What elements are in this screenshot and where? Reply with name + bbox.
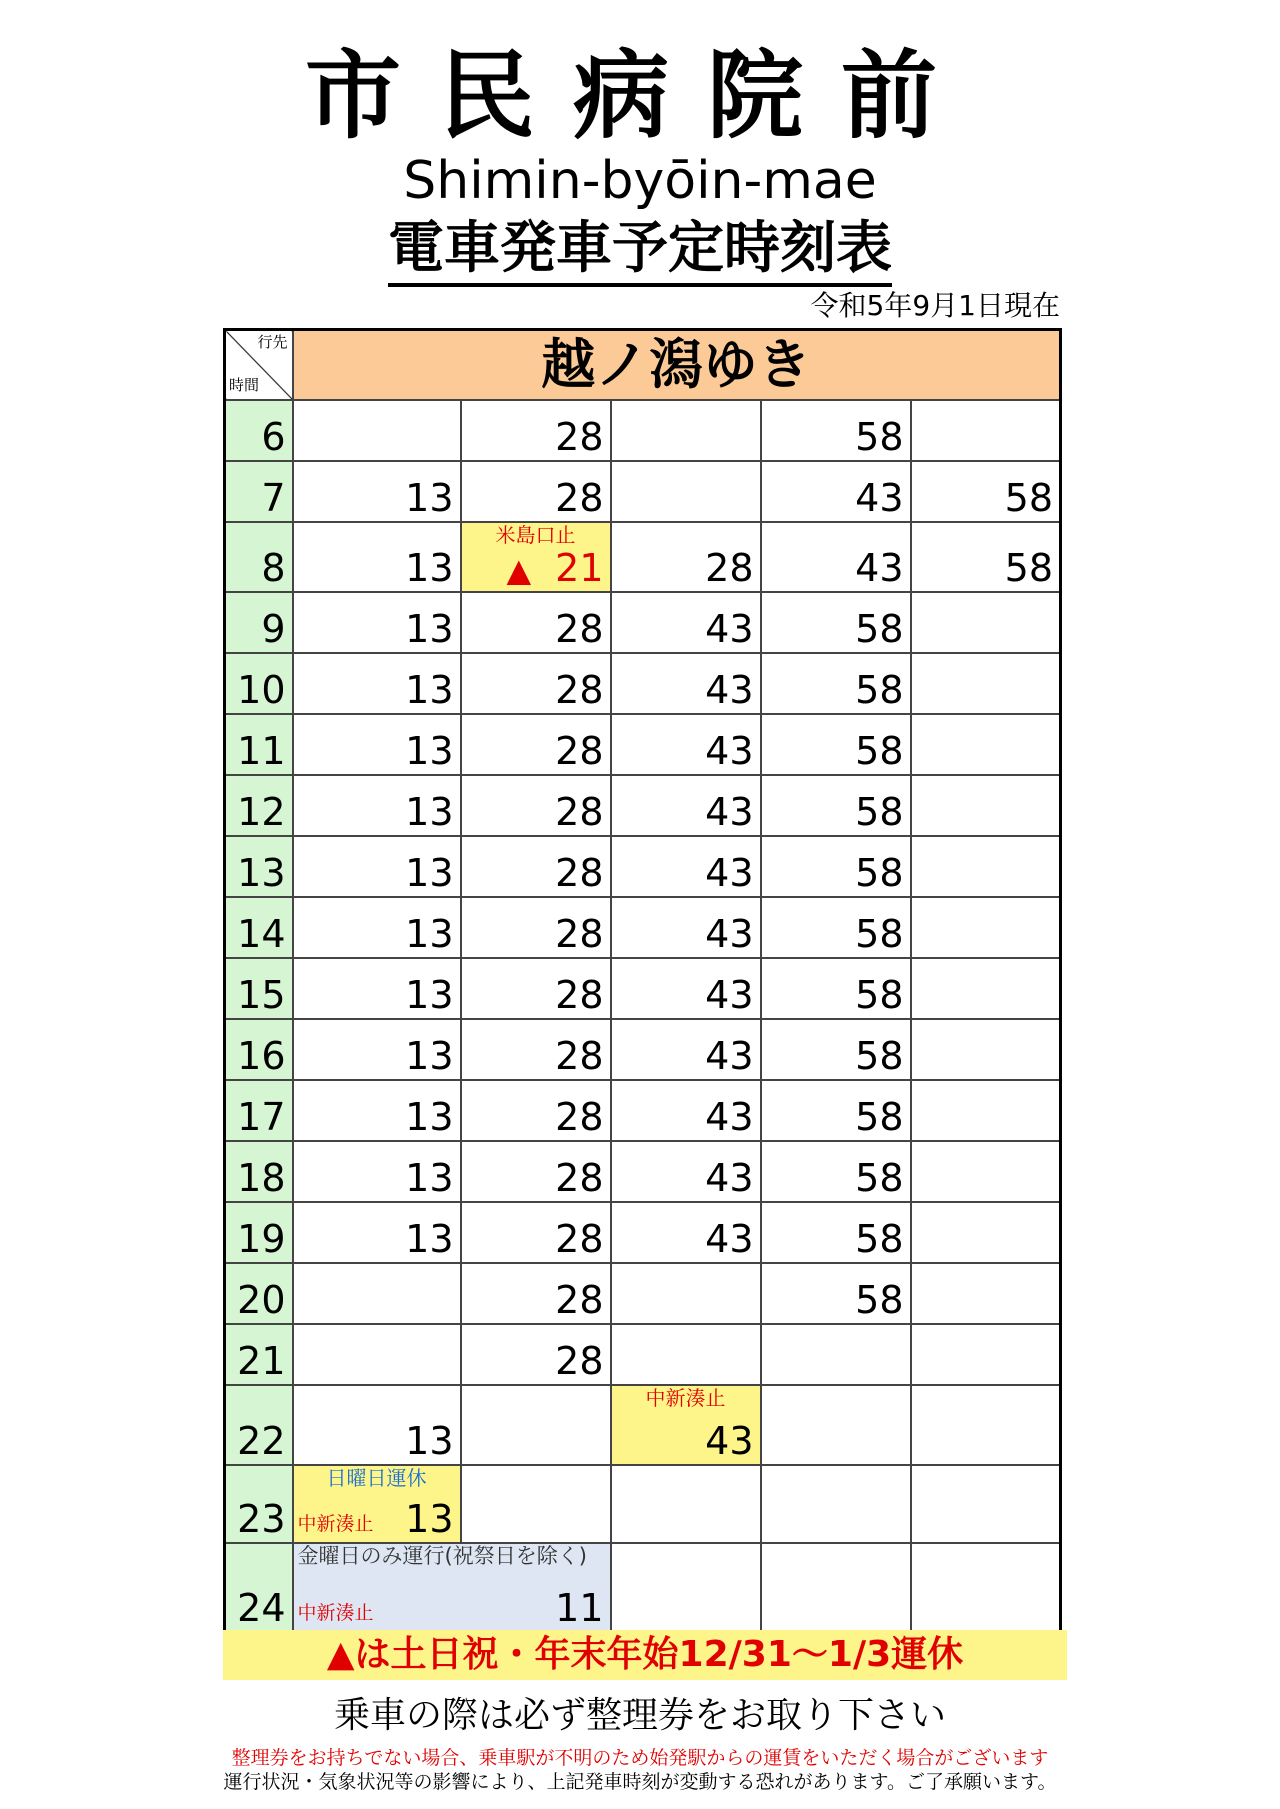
minute-cell [293, 1263, 461, 1324]
hour-cell: 15 [225, 958, 293, 1019]
minute-cell [461, 897, 611, 958]
departure-minute: 43 [705, 1155, 754, 1200]
departure-minute: 28 [555, 667, 604, 712]
departure-minute: 28 [555, 1033, 604, 1078]
minute-cell [293, 400, 461, 461]
hour-row [225, 1465, 1061, 1543]
minute-cell [911, 400, 1061, 461]
departure-minute: 43 [855, 545, 904, 590]
minute-cell [761, 1202, 911, 1263]
minute-cell [761, 461, 911, 522]
minute-cell [461, 1019, 611, 1080]
minute-cell [761, 400, 911, 461]
minute-cell [611, 1263, 761, 1324]
minute-cell [611, 400, 761, 461]
departure-minute: 28 [555, 1338, 604, 1383]
departure-minute: 58 [855, 1155, 904, 1200]
departure-minute: 58 [855, 850, 904, 895]
hour-cell: 11 [225, 714, 293, 775]
departure-minute: 21 [555, 545, 604, 590]
departure-minute: 58 [855, 1094, 904, 1139]
minute-cell [761, 1465, 911, 1543]
departure-minute: 13 [405, 728, 454, 773]
minute-cell [293, 592, 461, 653]
departure-minute: 43 [705, 850, 754, 895]
sunday-suspension-note: 日曜日運休 [326, 1465, 427, 1490]
short-turn-note: 中新湊止 [645, 1385, 726, 1410]
minute-cell [911, 958, 1061, 1019]
departure-minute: 43 [705, 911, 754, 956]
hour-row [225, 897, 1061, 958]
minute-cell [611, 1385, 761, 1465]
minute-cell [911, 653, 1061, 714]
minute-cell [293, 1465, 461, 1543]
hour-row [225, 1385, 1061, 1465]
minute-cell [761, 775, 911, 836]
minute-cell [461, 714, 611, 775]
fare-warning: 整理券をお持ちでない場合、乗車駅が不明のため始発駅からの運賃をいただく場合がございます [231, 1747, 1049, 1769]
departure-minute: 58 [855, 667, 904, 712]
minute-cell [761, 522, 911, 592]
departure-minute: 58 [855, 1216, 904, 1261]
minute-cell [611, 1141, 761, 1202]
departure-minute: 13 [405, 1418, 454, 1463]
departure-minute: 43 [705, 1418, 754, 1463]
timetable-title-text: 電車発車予定時刻表 [388, 216, 892, 287]
hour-row [225, 461, 1061, 522]
departure-minute: 43 [705, 606, 754, 651]
hour-cell: 8 [225, 522, 293, 592]
minute-cell [461, 1202, 611, 1263]
hour-row [225, 1202, 1061, 1263]
short-turn-note: 中新湊止 [297, 1512, 374, 1535]
departure-minute: 43 [705, 1216, 754, 1261]
minute-cell [611, 653, 761, 714]
hour-cell: 9 [225, 592, 293, 653]
effective-date: 令和5年9月1日現在 [810, 289, 1060, 322]
short-turn-note: 米島口止 [495, 522, 576, 547]
minute-cell [293, 1141, 461, 1202]
departure-minute: 58 [855, 728, 904, 773]
departure-minute: 28 [555, 1094, 604, 1139]
hour-row [225, 1263, 1061, 1324]
departure-minute: 28 [555, 911, 604, 956]
minute-cell [293, 958, 461, 1019]
delay-warning: 運行状況・気象状況等の影響により、上記発車時刻が変動する恐れがあります。ご了承願います。 [223, 1771, 1057, 1793]
departure-minute: 13 [405, 1155, 454, 1200]
hour-row [225, 1080, 1061, 1141]
minute-cell [293, 1324, 461, 1385]
hour-row [225, 653, 1061, 714]
minute-cell [611, 1465, 761, 1543]
minute-cell [461, 1141, 611, 1202]
minute-cell [761, 592, 911, 653]
minute-cell [293, 1019, 461, 1080]
minute-cell [911, 775, 1061, 836]
minute-cell [761, 714, 911, 775]
minute-cell [611, 592, 761, 653]
destination-header: 越ノ潟ゆき [293, 330, 1061, 400]
hour-cell: 16 [225, 1019, 293, 1080]
departure-minute: 58 [855, 1277, 904, 1322]
minute-cell [461, 1465, 611, 1543]
minute-cell [461, 461, 611, 522]
minute-cell [911, 1324, 1061, 1385]
minute-cell [611, 958, 761, 1019]
minute-cell [611, 775, 761, 836]
minute-cell [761, 1543, 911, 1633]
departure-minute: 58 [855, 911, 904, 956]
departure-minute: 43 [705, 972, 754, 1017]
minute-cell [761, 1385, 911, 1465]
minute-cell [293, 897, 461, 958]
minute-cell [911, 592, 1061, 653]
minute-cell [293, 461, 461, 522]
hour-row [225, 958, 1061, 1019]
hour-cell: 7 [225, 461, 293, 522]
station-name-en: Shimin-byōin-mae [403, 151, 877, 211]
minute-cell [611, 1324, 761, 1385]
minute-cell [293, 1080, 461, 1141]
minute-cell [761, 1263, 911, 1324]
timetable-title [0, 218, 1280, 280]
minute-cell [461, 836, 611, 897]
minute-cell [293, 1543, 611, 1633]
departure-minute: 28 [555, 972, 604, 1017]
minute-cell [611, 1202, 761, 1263]
corner-destination-label: 行先 [257, 333, 288, 351]
departure-minute: 28 [555, 1155, 604, 1200]
minute-cell [293, 714, 461, 775]
minute-cell [293, 1385, 461, 1465]
hour-row [225, 1141, 1061, 1202]
short-turn-note: 中新湊止 [297, 1602, 374, 1624]
hour-cell: 13 [225, 836, 293, 897]
friday-only-note: 金曜日のみ運行(祝祭日を除く) [297, 1543, 587, 1568]
departure-minute: 58 [1004, 545, 1053, 590]
hour-cell: 20 [225, 1263, 293, 1324]
minute-cell [761, 653, 911, 714]
minute-cell [761, 836, 911, 897]
corner-cell [225, 330, 293, 400]
departure-minute: 43 [705, 728, 754, 773]
minute-cell [911, 1263, 1061, 1324]
departure-minute: 28 [555, 606, 604, 651]
departure-minute: 28 [705, 545, 754, 590]
minute-cell [293, 522, 461, 592]
minute-cell [611, 836, 761, 897]
hour-row [225, 836, 1061, 897]
departure-minute: 58 [855, 789, 904, 834]
hour-cell: 10 [225, 653, 293, 714]
hour-row [225, 592, 1061, 653]
departure-minute: 43 [855, 475, 904, 520]
minute-cell [911, 1543, 1061, 1633]
minute-cell [911, 1141, 1061, 1202]
departure-minute: 43 [705, 1033, 754, 1078]
hour-row [225, 400, 1061, 461]
hour-cell: 22 [225, 1385, 293, 1465]
hour-row [225, 522, 1061, 592]
departure-minute: 13 [405, 475, 454, 520]
hour-row [225, 1543, 1061, 1633]
departure-minute: 13 [405, 545, 454, 590]
minute-cell [911, 714, 1061, 775]
departure-minute: 13 [405, 1216, 454, 1261]
minute-cell [461, 400, 611, 461]
minute-cell [911, 1019, 1061, 1080]
header-row [225, 330, 1061, 400]
minute-cell [461, 1080, 611, 1141]
ticket-notice: 乗車の際は必ず整理券をお取り下さい [333, 1695, 946, 1736]
departure-minute: 11 [555, 1586, 604, 1630]
departure-minute: 13 [405, 911, 454, 956]
departure-minute: 28 [555, 1277, 604, 1322]
departure-minute: 58 [855, 1033, 904, 1078]
minute-cell [911, 897, 1061, 958]
departure-minute: 13 [405, 606, 454, 651]
minute-cell [611, 897, 761, 958]
departure-minute: 43 [705, 1094, 754, 1139]
hour-cell: 23 [225, 1465, 293, 1543]
departure-minute: 58 [855, 606, 904, 651]
hour-row [225, 714, 1061, 775]
minute-cell [461, 1385, 611, 1465]
departure-minute: 13 [405, 1496, 454, 1541]
hour-cell: 19 [225, 1202, 293, 1263]
hour-cell: 18 [225, 1141, 293, 1202]
departure-minute: 28 [555, 475, 604, 520]
minute-cell [611, 1080, 761, 1141]
minute-cell [911, 836, 1061, 897]
minute-cell [461, 775, 611, 836]
minute-cell [611, 522, 761, 592]
hour-cell: 14 [225, 897, 293, 958]
departure-minute: 58 [1004, 475, 1053, 520]
timetable [223, 328, 1062, 1634]
minute-cell [761, 897, 911, 958]
departure-minute: 43 [705, 667, 754, 712]
minute-cell [293, 653, 461, 714]
departure-minute: 28 [555, 414, 604, 459]
minute-cell [911, 461, 1061, 522]
departure-minute: 28 [555, 789, 604, 834]
minute-cell [761, 1019, 911, 1080]
minute-cell [461, 653, 611, 714]
minute-cell [911, 522, 1061, 592]
minute-cell [461, 958, 611, 1019]
minute-cell [611, 1019, 761, 1080]
departure-minute: 13 [405, 667, 454, 712]
hour-cell: 12 [225, 775, 293, 836]
minute-cell [461, 522, 611, 592]
hour-cell: 17 [225, 1080, 293, 1141]
minute-cell [293, 1202, 461, 1263]
departure-minute: 28 [555, 728, 604, 773]
minute-cell [761, 1141, 911, 1202]
departure-minute: 28 [555, 850, 604, 895]
minute-cell [911, 1385, 1061, 1465]
minute-cell [761, 1080, 911, 1141]
departure-minute: 13 [405, 1033, 454, 1078]
minute-cell [911, 1080, 1061, 1141]
departure-minute: 13 [405, 1094, 454, 1139]
hour-row [225, 1324, 1061, 1385]
minute-cell [761, 1324, 911, 1385]
minute-cell [293, 775, 461, 836]
hour-cell: 24 [225, 1543, 293, 1633]
minute-cell [911, 1465, 1061, 1543]
minute-cell [461, 1263, 611, 1324]
departure-minute: 13 [405, 972, 454, 1017]
hour-cell: 21 [225, 1324, 293, 1385]
hour-row [225, 1019, 1061, 1080]
departure-minute: 28 [555, 1216, 604, 1261]
minute-cell [611, 714, 761, 775]
departure-minute: 43 [705, 789, 754, 834]
minute-cell [461, 592, 611, 653]
minute-cell [293, 836, 461, 897]
hour-cell: 6 [225, 400, 293, 461]
departure-minute: 58 [855, 414, 904, 459]
holiday-notice: ▲は土日祝・年末年始12/31～1/3運休 [223, 1630, 1067, 1680]
departure-minute: 13 [405, 850, 454, 895]
minute-cell [611, 461, 761, 522]
minute-cell [611, 1543, 761, 1633]
triangle-icon: ▲ [506, 550, 532, 589]
minute-cell [461, 1324, 611, 1385]
minute-cell [761, 958, 911, 1019]
hour-row [225, 775, 1061, 836]
minute-cell [911, 1202, 1061, 1263]
corner-hour-label: 時間 [229, 375, 260, 394]
departure-minute: 13 [405, 789, 454, 834]
station-name-jp: 市民病院前 [305, 40, 975, 152]
departure-minute: 58 [855, 972, 904, 1017]
